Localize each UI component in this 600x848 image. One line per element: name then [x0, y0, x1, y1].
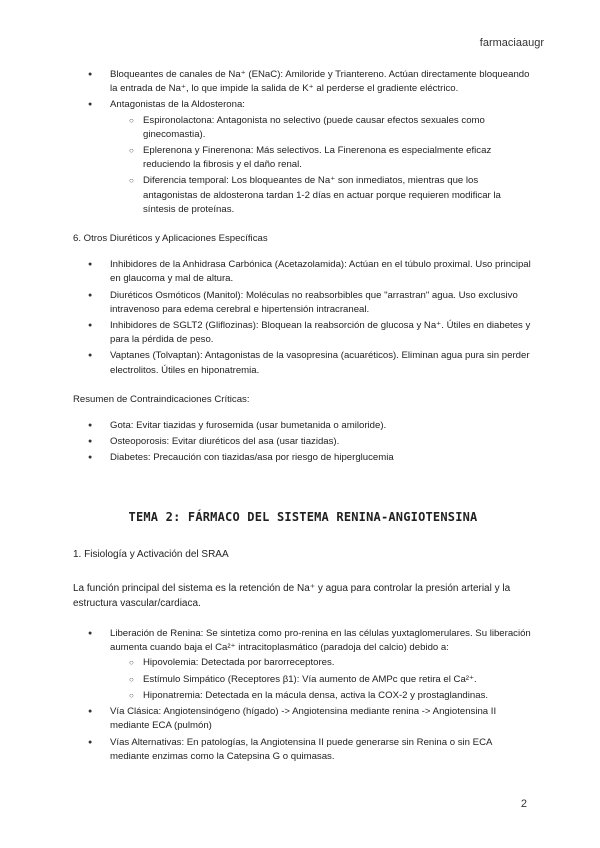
section-heading: 6. Otros Diuréticos y Aplicaciones Específicas: [73, 233, 268, 245]
other-diuretics-list: [73, 258, 533, 378]
list-item: ● Vía Clásica: Angiotensinógeno (hígado) -> Angiotensina mediante renina -> Angiotensina II mediante ECA (pulmón): [73, 705, 533, 733]
list-item: ● Inhibidores de SGLT2 (Gliflozinas): Bloquean la reabsorción de glucosa y Na⁺. Útiles en diabetes y para la pérdida de peso.: [73, 319, 533, 347]
aldosterone-sublist: [110, 114, 533, 217]
sub-list-item: ○ Estímulo Simpático (Receptores β1): Vía aumento de AMPc que retira el Ca²⁺.: [110, 673, 533, 687]
list-item: ● Bloqueantes de canales de Na⁺ (ENaC): Amiloride y Triantereno. Actúan directamente bloqueando la entrada de Na⁺, lo que impide la salida de K⁺ al perderse el gradiente eléctrico.: [73, 68, 533, 96]
document-body: [73, 68, 533, 766]
diuretics-list: [73, 68, 533, 217]
intro-paragraph: La función principal del sistema es la retención de Na⁺ y agua para controlar la presión arterial y la estructura vascular/cardiaca.: [73, 583, 511, 610]
renina-sublist: [110, 656, 533, 703]
sub-list-item: ○ Hiponatremia: Detectada en la mácula densa, activa la COX-2 y prostaglandinas.: [110, 689, 533, 703]
list-item: ● Diuréticos Osmóticos (Manitol): Moléculas no reabsorbibles que "arrastran" agua. Uso exclusivo intravenoso para edema cerebral e hipertensión intracraneal.: [73, 289, 533, 317]
list-item: ● Antagonistas de la Aldosterona: ○ Espironolactona: Antagonista no selectivo (puede causar efectos sexuales como ginecomastia). ○ Eplerenona y Finerenona: Más selectivos. La Finerenona es especialmente eficaz reduciendo la fibrosis y el daño renal. ○ Diferencia temporal: Los bloqueantes de Na⁺ son inmediatos, mientras que los antagonistas de aldosterona tardan 1-2 días en actuar porque requieren modificar la síntesis de proteínas.: [73, 98, 533, 217]
sraa-list: [73, 627, 533, 764]
contraindications-list: [73, 419, 533, 466]
section-heading: 1. Fisiología y Activación del SRAA: [73, 548, 229, 560]
page-number: 2: [520, 798, 527, 810]
sub-list-item: ○ Eplerenona y Finerenona: Más selectivos. La Finerenona es especialmente eficaz reduciendo la fibrosis y el daño renal.: [110, 144, 533, 172]
list-item: ● Diabetes: Precaución con tiazidas/asa por riesgo de hiperglucemia: [73, 451, 533, 465]
page-header-brand: farmaciaaugr: [479, 37, 544, 49]
list-item: ● Osteoporosis: Evitar diuréticos del asa (usar tiazidas).: [73, 435, 533, 449]
sub-list-item: ○ Hipovolemia: Detectada por barorreceptores.: [110, 656, 533, 670]
list-item: ● Vías Alternativas: En patologías, la Angiotensina II puede generarse sin Renina o sin ECA mediante enzimas como la Catepsina G o quimasas.: [73, 736, 533, 764]
list-item: ● Inhibidores de la Anhidrasa Carbónica (Acetazolamida): Actúan en el túbulo proximal. Uso principal en glaucoma y mal de altura.: [73, 258, 533, 286]
sub-list-item: ○ Espironolactona: Antagonista no selectivo (puede causar efectos sexuales como ginecomastia).: [110, 114, 533, 142]
list-item: ● Liberación de Renina: Se sintetiza como pro-renina en las células yuxtaglomerulares. Su liberación aumenta cuando baja el Ca²⁺ intracitoplasmático (paradoja del calcio) debido a: ○ Hipovolemia: Detectada por barorreceptores. ○ Estímulo Simpático (Receptores β1): Vía aumento de AMPc que retira el Ca²⁺. ○ Hiponatremia: Detectada en la mácula densa, activa la COX-2 y prostaglandinas.: [73, 627, 533, 703]
chapter-title: TEMA 2: FÁRMACO DEL SISTEMA RENINA-ANGIOTENSINA: [128, 509, 478, 524]
list-item: ● Vaptanes (Tolvaptan): Antagonistas de la vasopresina (acuaréticos). Eliminan agua pura sin perder electrolitos. Útiles en hiponatremia.: [73, 349, 533, 377]
sub-list-item: ○ Diferencia temporal: Los bloqueantes de Na⁺ son inmediatos, mientras que los antagonistas de aldosterona tardan 1-2 días en actuar porque requieren modificar la síntesis de proteínas.: [110, 174, 533, 217]
list-item: ● Gota: Evitar tiazidas y furosemida (usar bumetanida o amiloride).: [73, 419, 533, 433]
summary-heading: Resumen de Contraindicaciones Críticas:: [73, 393, 250, 405]
